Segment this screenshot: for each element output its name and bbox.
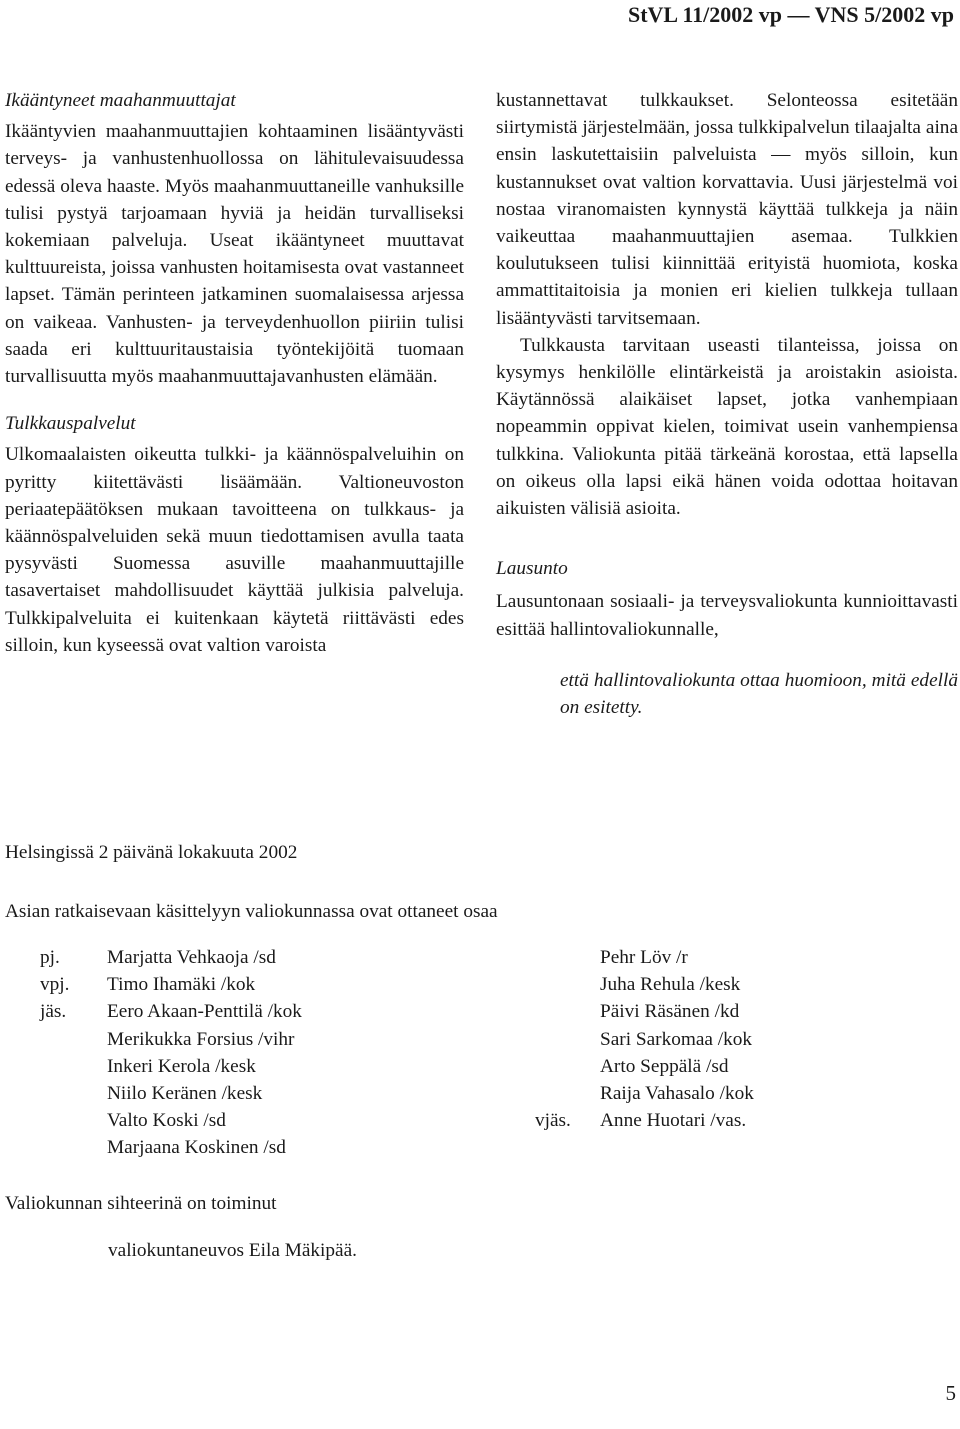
page-number: 5 [945, 1381, 956, 1405]
running-head: StVL 11/2002 vp — VNS 5/2002 vp [627, 2, 954, 27]
paragraph-elderly-immigrants: Ikääntyvien maahanmuuttajien kohtaaminen lisääntyvästi terveys- ja vanhustenhuollossa on lähitulevaisuudessa edessä oleva haaste. Myös maahanmuuttaneille vanhuksille tulisi pystyä tarjoamaan hyviä ja heidän turvalliseksi kokemiaan palveluja. Useat ikääntyneet muuttavat kulttuureista, joissa vanhusten hoitamisesta ovat vastanneet lapset. Tämän perinteen jatkaminen suomalaisessa arjessa on vaikeaa. Vanhusten- ja terveydenhuollon piiriin tulisi saada eri kulttuuritaustaisia työntekijöitä tuomaan turvallisuutta myös maahanmuuttajavanhusten elämään. [5, 121, 464, 388]
participants-intro: Asian ratkaisevaan käsittelyyn valiokunnassa ovat ottaneet osaa [5, 901, 498, 922]
member-row [0, 1053, 960, 1080]
member-role: vjäs. [535, 1110, 571, 1132]
member-name: Juha Rehula /kesk [600, 974, 741, 996]
member-role: jäs. [40, 1001, 67, 1023]
place-and-date: Helsingissä 2 päivänä lokakuuta 2002 [5, 842, 298, 863]
section-heading-statement: Lausunto [496, 558, 568, 580]
secretary-name: valiokuntaneuvos Eila Mäkipää. [108, 1240, 357, 1261]
member-name: Merikukka Forsius /vihr [107, 1028, 295, 1050]
member-name: Marjatta Vehkaoja /sd [107, 947, 276, 968]
paragraph-interpretation-continued: kustannettavat tulkkaukset. Selonteossa esitetään siirtymistä järjestelmään, jossa tulkkipalvelun tilaajalta aina ensin laskutettaisiin palveluista — myös silloin, kun kustannukset ovat valtion korvattavia. Uusi järjestelmä voi nostaa viranomaisten kynnystä käyttää tulkkeja ja näin vaikeuttaa maahanmuuttajien asemaa. Tulkkien koulutukseen tulisi kiinnittää erityistä huomiota, koska ammattitaitoisia ja monien eri kielien tulkkeja tullaan lisääntyvästi tarvitsemaan. [496, 90, 958, 329]
member-name: Eero Akaan-Penttilä /kok [107, 1001, 302, 1023]
member-name: Timo Ihamäki /kok [107, 974, 256, 996]
section-heading-interpretation-services: Tulkkauspalvelut [5, 413, 136, 435]
member-row [0, 944, 960, 971]
right-column [496, 87, 958, 721]
left-column [5, 87, 464, 659]
secretary-label: Valiokunnan sihteerinä on toiminut [5, 1193, 277, 1214]
member-row [0, 1107, 960, 1134]
member-name: Sari Sarkomaa /kok [600, 1028, 753, 1050]
statement-text: että hallintovaliokunta ottaa huomioon, mitä edellä on esitetty. [560, 669, 958, 719]
member-name: Niilo Keränen /kesk [107, 1082, 263, 1104]
member-name: Raija Vahasalo /kok [600, 1082, 754, 1104]
member-role: vpj. [40, 974, 70, 996]
member-name: Pehr Löv /r [600, 947, 688, 968]
member-name: Arto Seppälä /sd [600, 1055, 729, 1077]
member-row [0, 1026, 960, 1053]
member-name: Päivi Räsänen /kd [600, 1001, 740, 1023]
member-row [0, 1134, 960, 1161]
member-row [0, 971, 960, 998]
section-heading-elderly-immigrants: Ikääntyneet maahanmuuttajat [5, 90, 236, 111]
member-name: Anne Huotari /vas. [600, 1110, 747, 1132]
member-name: Marjaana Koskinen /sd [107, 1137, 286, 1159]
member-role: pj. [40, 947, 60, 968]
paragraph-child-interpreters: Tulkkausta tarvitaan useasti tilanteissa, joissa on kysymys henkilölle elintärkeistä ja aroistakin asioista. Käytännössä alaikäiset lapset, jotka vanhempiaan nopeammin oppivat kielen, toimivat usein vanhempiensa tulkkina. Valiokunta pitää tärkeänä korostaa, että lapsella on oikeus olla lapsi eikä hänen voida odottaa hoitavan aikuisten välisiä asioita. [496, 334, 958, 520]
member-row [0, 998, 960, 1025]
committee-members [0, 944, 960, 1162]
member-name: Valto Koski /sd [107, 1110, 226, 1132]
statement-intro: Lausuntonaan sosiaali- ja terveysvaliokunta kunnioittavasti esittää hallintovaliokunnalle, [496, 591, 958, 640]
paragraph-interpretation-services: Ulkomaalaisten oikeutta tulkki- ja käännöspalveluihin on pyritty kiitettävästi lisäämään. Valtioneuvoston periaatepäätöksen mukaan tavoitteena on tulkkaus- ja käännöspalveluiden sekä muun tiedottamisen avulla taata pysyvästi Suomessa asuville maahanmuuttajille tasavertaiset mahdollisuudet käyttää julkisia palveluja. Tulkkipalveluita ei kuitenkaan käytetä riittävästi edes silloin, kun kyseessä ovat valtion varoista [5, 444, 464, 656]
member-name: Inkeri Kerola /kesk [107, 1055, 256, 1077]
member-row [0, 1080, 960, 1107]
